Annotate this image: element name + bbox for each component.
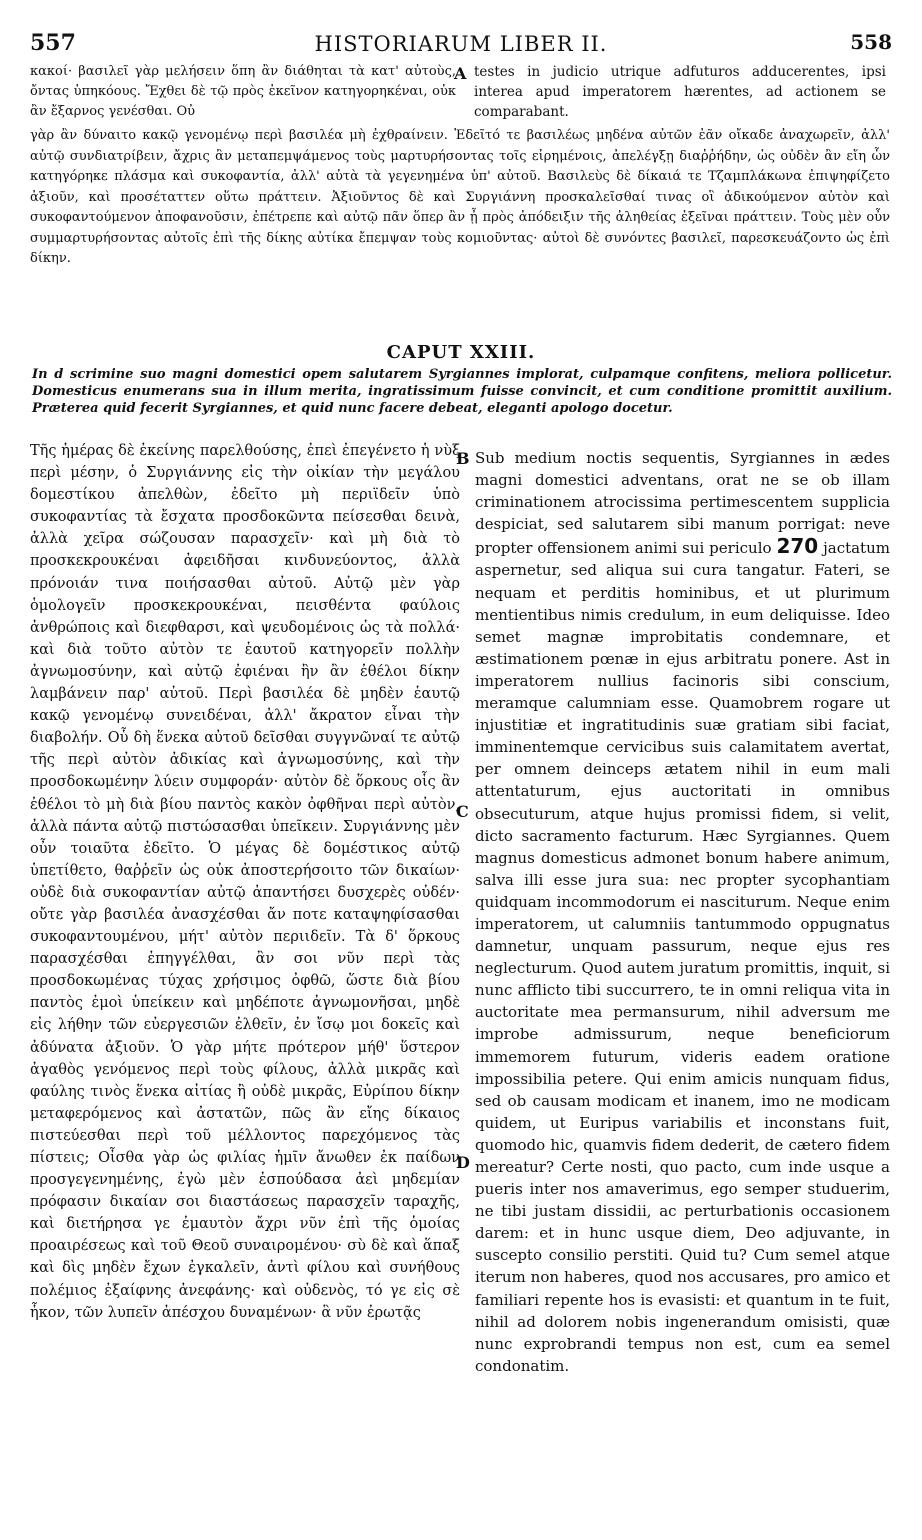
margin-marker-c: C — [456, 802, 469, 821]
margin-marker-b: B — [456, 449, 470, 468]
running-title: HISTORIARUM LIBER II. — [314, 32, 608, 56]
greek-column: Τῆς ἡμέρας δὲ ἐκείνης παρελθούσης, ἐπεὶ ἐπεγένετο ἡ νὺξ περὶ μέσην, ὁ Συργιάννης εἰς τὴν οἰκίαν τὴν μεγάλου δομεστίκου ἀπελθὼν, ἐδεῖτο μὴ περιϊδεῖν ὑπὸ συκοφαντίας τὰ ἔσχατα προσδοκῶντα πείσεσθαι δεινὰ, ἀλλὰ χεῖρα σώζουσαν παρασχεῖν· καὶ μὴ διὰ τὸ προσκεκρουκέναι ἀφειδῆσαι κινδυνεύοντος, ἀλλὰ πρόνοιάν τινα ποιήσασθαι αὐτοῦ. Αὐτῷ μὲν γὰρ ὁμολογεῖν προσκεκρουκέναι, πεισθέντα φαύλοις ἀνθρώποις καὶ διεφθαρσι, καὶ ψευδομένοις ὡς τὰ πολλά· καὶ διὰ τοῦτο αὐτὸν τε ἑαυτοῦ κατηγορεῖν πολλὴν ἀγνωμοσύνην, καὶ αὐτῷ ἐφιέναι ἣν ἂν ἐθέλοι δίκην λαμβάνειν παρ' αὐτοῦ. Περὶ βασιλέα δὲ μηδὲν ἑαυτῷ κακῷ γενομένῳ συνειδέναι, ἀλλ' ἄκρατον εἶναι τὴν διαβολήν. Οὗ δὴ ἕνεκα αὐτοῦ δεῖσθαι συγγνῶναί τε αὐτῷ τῆς περὶ αὐτὸν ἀδικίας καὶ ἀγνωμοσύνης, καὶ τὴν προσδοκωμένην λύειν συμφοράν· αὐτὸν δὲ ὅρκους οἷς ἂν ἐθέλοι τὸ μὴ διὰ βίου παντὸς κακὸν ὀφθῆναι περὶ αὐτὸν, ἀλλὰ πάντα αὐτῷ πιστώσασθαι ὑπεῖκειν. Συργιάννης μὲν οὖν τοιαῦτα ἐδεῖτο. Ὁ μέγας δὲ δομέστικος αὐτῷ ὑπετίθετο, θαῤῥεῖν ὡς οὐκ ἀποστερήσοιτο τῶν δικαίων· οὐδὲ διὰ συκοφαντίαν αὐτῷ ἀπαντήσει δυσχερὲς οὐδέν· οὔτε γὰρ βασιλέα ἀνασχέσθαι ἄν ποτε καταψηφίσασθαι συκοφαντουμένου, μήτ' αὐτὸν περιιδεῖν. Τὰ δ' ὅρκους παρασχέσθαι ἐπηγγέλθαι, ἂν σοι νῦν περὶ τὰς προσδοκωμένας τύχας χρήσιμος ὀφθῶ, ὥστε διὰ βίου παντὸς ἐμοὶ ὑπείκειν καὶ μηδέποτε ἀγνωμονῆσαι, μηδὲ εἰς λήθην τῶν εὐεργεσιῶν ἐλθεῖν, ἐν ἴσῳ μοι δοκεῖς καὶ ἀδύνατα ἀξιοῦν. Ὁ γὰρ μήτε πρότερον μήθ' ὕστερον ἀγαθὸς γενόμενος περὶ τοὺς φίλους, ἀλλὰ μικρᾶς καὶ φαύλης τινὸς ἕνεκα αἰτίας ἢ οὐδὲ μικρᾶς, Εὐρίπου δίκην μεταφερόμενος καὶ ἀστατῶν, πῶς ἂν εἴης δίκαιος πιστεύεσθαι περὶ τοῦ μέλλοντος παρεχόμενος τὰς πίστεις; Οἶσθα γὰρ ὡς φιλίας ἡμῖν ἄνωθεν ἐκ παίδων προσγεγενημένης, ἐγὼ μὲν ἐσπούδασα ἀεὶ μηδεμίαν πρόφασιν δικαίαν σοι διαστάσεως παρασχεῖν ταραχῆς, καὶ διετήρησα γε ἐμαυτὸν ἄχρι νῦν ἐπὶ τῆς ὁμοίας προαιρέσεως καὶ τοῦ Θεοῦ συναιρομένου· σὺ δὲ καὶ ἅπαξ καὶ δὶς μηδὲν ἔχων ἐγκαλεῖν, ἀντὶ φίλου καὶ συνήθους πολέμιος ἐξαίφνης ἀνεφάνης· καὶ οὐδενὸς, τό γε εἰς σὲ ἧκον, τῶν λυπεῖν ἀπέσχου δυναμένων· ἃ νῦν ἐρωτᾷς — [30, 443, 460, 1321]
page-reference-number: 270 — [776, 534, 819, 559]
page-number-left: 557 — [30, 30, 76, 56]
latin-column — [475, 447, 890, 1377]
latin-text-part-2: jactatum aspernetur, sed aliqua sui cura tangatur. Fateri, se nequam et perditis hominibus, et ut plurimum mentientibus nimis credulum, in eum deliquisse. Ideo semet magnæ improbitatis condemnare, et æstimationem pœnæ in ejus arbitratu ponere. Ast in imperatorem nullius facinoris sibi conscium, meramque calumniam esse. Quamobrem rogare ut injustitiæ et ingratitudinis suæ gratiam sibi faciat, imminentemque cervicibus suis calamitatem avertat, per omnem deinceps ætatem nihil in eum mali attentaturum, ejus auctoritati in omnibus obsecuturum, atque hujus promissi fidem, si velit, dicto sacramento facturum. Hæc Syrgiannes. Quem magnus domesticus admonet bonum habere animum, salva illi esse jura sua: nec propter sycophantiam quidquam incommodorum ei nasciturum. Neque enim imperatorem, ut calumniis tantummodo oppugnatus damnetur, unquam passurum, neque ejus res neglecturum. Quod autem juratum promittis, inquit, si nunc afflicto tibi succurrero, te in omni reliqua vita in auctoritate mea permansurum, nihil adversum me improbe admissurum, neque beneficiorum immemorem futurum, videris eadem oratione impossibilia petere. Qui enim amicis nunquam fidus, sed ob causam modicam et inanem, imo ne modicam quidem, ut Euripus variabilis et inconstans fuit, quomodo hic, quamvis fidem dederit, de cætero fidem mereatur? Certe nosti, quo pacto, cum inde usque a pueris inter nos amaverimus, ego semper studuerim, ne tibi justam dissidii, ac perturbationis occasionem darem: et in hunc usque diem, Deo adjuvante, in suscepto consilio perstiti. Quid tu? Cum semel atque iterum non haberes, quod nos accusares, pro amico et familiari repente hos is evasisti: et quantum in te fuit, nihil ad dolorem nobis ingenerandum omisisti, quæ nunc exprobrandi tempus non est, cum ea semel condonatim. — [475, 539, 890, 1375]
margin-marker-a: A — [454, 64, 467, 83]
greek-text-top-left: κακοί· βασιλεῖ γὰρ μελήσειν ὅπη ἂν διάθηται τὰ κατ' αὐτοὺς, ὄντας ὑπηκόους. Ἔχθει δὲ τῷ πρὸς ἐκεῖνον κατηγορηκέναι, οὐκ ἂν ἔξαρνος γενέσθαι. Οὐ — [30, 64, 456, 119]
greek-text-top-full: γὰρ ἂν δύναιτο κακῷ γενομένῳ περὶ βασιλέα μὴ ἐχθραίνειν. Ἐδεῖτό τε βασιλέως μηδένα αὐτῶν ἐᾶν οἴκαδε ἀναχωρεῖν, ἀλλ' αὐτῷ συνδιατρίβειν, ἄχρις ἂν μεταπεμψάμενος τοὺς μαρτυρήσοντας τοῖς εἰρημένοις, ἀπελέγξῃ διαῤῥήδην, ὡς οὐδὲν ἂν εἴη ὧν κατηγόρηκε πλάσμα καὶ συκοφαντία, ἀλλ' αὐτὰ τὰ γεγενημένα ὑπ' αὐτοῦ. Βασιλεὺς δὲ δίκαιά τε Τζαμπλάκωνα ἐπιψηφίζετο ἀξιοῦν, καὶ προσέταττεν οὕτω πράττειν. Ἀξιοῦντος δὲ καὶ Συργιάννη προσκαλεῖσθαί τινας οἳ ἀδικούμενον αὐτὸν καὶ συκοφαντούμενον ἀποφανοῦσιν, ἐπέτρεπε καὶ αὐτῷ πᾶν ὅπερ ἂν ᾖ πρὸς ἀπόδειξιν τῆς ἀληθείας ἐξεῖναι πράττειν. Τοὺς μὲν οὖν συμμαρτυρήσοντας αὐτοῖς ἐπὶ τῆς δίκης αὐτίκα ἔπεμψαν τοὺς κομιοῦντας· αὐτοὶ δὲ συνόντες βασιλεῖ, παρεσκευάζοντο ὡς ἐπὶ δίκην. — [30, 128, 890, 266]
latin-text-part-1: Sub medium noctis sequentis, Syrgiannes in ædes magni domestici adventans, orat ne se ob illam criminationem atrocissima pertimescentem supplicia despiciat, sed salutarem sibi manum porrigat: neve propter offensionem animi sui periculo — [475, 449, 890, 558]
chapter-argument: In d scrimine suo magni domestici opem salutarem Syrgiannes implorat, culpamque confitens, meliora pollicetur. Domesticus enumerans sua in illum merita, ingratissimum fuisse convincit, et cum conditione promittit auxilium. Præterea quid fecerit Syrgiannes, et quid nunc facere debeat, eleganti apologo docetur. — [32, 367, 892, 416]
running-header — [30, 24, 892, 58]
latin-text-top-right: testes in judicio utrique adfuturos adducerentes, ipsi interea apud imperatorem hærentes, ad actionem se comparabant. — [474, 64, 886, 120]
chapter-title: CAPUT XXIII. — [386, 342, 536, 363]
page-number-right: 558 — [850, 30, 892, 54]
margin-marker-d: D — [456, 1153, 470, 1172]
